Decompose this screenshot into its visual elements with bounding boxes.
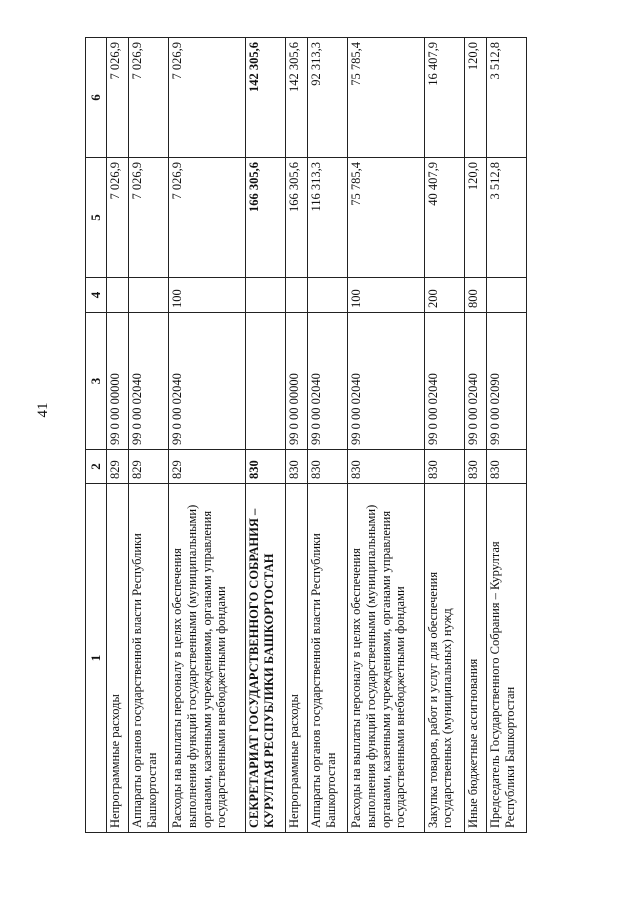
row-csr: 99 0 00 02040 (307, 313, 347, 450)
row-sum-col6: 120,0 (464, 38, 486, 158)
row-ved: 830 (307, 450, 347, 484)
row-sum-col6: 3 512,8 (486, 38, 526, 158)
row-csr: 99 0 00 02040 (348, 313, 425, 450)
row-csr: 99 0 00 02040 (424, 313, 464, 450)
table-row (486, 38, 526, 833)
row-name: Расходы на выплаты персоналу в целях обеспечения выполнения функций государственными (муниципальными) органами, казенными учреждениями, органами управления государственными внебюджетными фондами (169, 484, 246, 833)
table-row (169, 38, 246, 833)
row-sum-col5: 7 026,9 (107, 158, 129, 278)
row-ved: 830 (486, 450, 526, 484)
row-ved: 830 (285, 450, 307, 484)
row-name: Председатель Государственного Собрания – Курултая Республики Башкортостан (486, 484, 526, 833)
row-csr: 99 0 00 02090 (486, 313, 526, 450)
header-col-3: 3 (86, 313, 107, 450)
row-sum-col5: 75 785,4 (348, 158, 425, 278)
row-vr (486, 278, 526, 313)
header-col-2: 2 (86, 450, 107, 484)
page-number: 41 (35, 402, 51, 418)
row-ved: 829 (169, 450, 246, 484)
header-col-6: 6 (86, 38, 107, 158)
table-row (307, 38, 347, 833)
table-row (285, 38, 307, 833)
row-name: Непрограммные расходы (107, 484, 129, 833)
row-ved: 829 (128, 450, 168, 484)
row-ved: 830 (424, 450, 464, 484)
row-name: Расходы на выплаты персоналу в целях обеспечения выполнения функций государственными (муниципальными) органами, казенными учреждениями, органами управления государственными внебюджетными фондами (348, 484, 425, 833)
row-csr: 99 0 00 02040 (169, 313, 246, 450)
row-name: Иные бюджетные ассигнования (464, 484, 486, 833)
table-row (348, 38, 425, 833)
row-sum-col6: 142 305,6 (245, 38, 285, 158)
row-ved: 830 (464, 450, 486, 484)
header-col-4: 4 (86, 278, 107, 313)
row-vr (128, 278, 168, 313)
header-col-1: 1 (86, 484, 107, 833)
row-sum-col5: 7 026,9 (169, 158, 246, 278)
rotated-table-container (85, 38, 527, 833)
row-sum-col6: 7 026,9 (169, 38, 246, 158)
row-sum-col5: 3 512,8 (486, 158, 526, 278)
row-csr: 99 0 00 00000 (285, 313, 307, 450)
table-row (128, 38, 168, 833)
row-sum-col6: 142 305,6 (285, 38, 307, 158)
row-name: Непрограммные расходы (285, 484, 307, 833)
row-sum-col5: 120,0 (464, 158, 486, 278)
row-sum-col6: 16 407,9 (424, 38, 464, 158)
header-col-5: 5 (86, 158, 107, 278)
table-header-row (86, 38, 107, 833)
table-row-section-heading (245, 38, 285, 833)
row-csr (245, 313, 285, 450)
table-row (107, 38, 129, 833)
row-sum-col5: 166 305,6 (285, 158, 307, 278)
row-sum-col6: 7 026,9 (128, 38, 168, 158)
table-row (424, 38, 464, 833)
row-name: Аппараты органов государственной власти Республики Башкортостан (307, 484, 347, 833)
row-csr: 99 0 00 02040 (128, 313, 168, 450)
row-sum-col6: 7 026,9 (107, 38, 129, 158)
row-vr: 100 (169, 278, 246, 313)
row-vr (107, 278, 129, 313)
row-sum-col5: 7 026,9 (128, 158, 168, 278)
row-sum-col5: 116 313,3 (307, 158, 347, 278)
row-vr: 200 (424, 278, 464, 313)
row-vr: 800 (464, 278, 486, 313)
row-csr: 99 0 00 02040 (464, 313, 486, 450)
row-name: Аппараты органов государственной власти Республики Башкортостан (128, 484, 168, 833)
row-ved: 830 (348, 450, 425, 484)
row-vr (285, 278, 307, 313)
row-csr: 99 0 00 00000 (107, 313, 129, 450)
row-sum-col5: 166 305,6 (245, 158, 285, 278)
budget-table (85, 37, 527, 833)
row-sum-col5: 40 407,9 (424, 158, 464, 278)
row-name: СЕКРЕТАРИАТ ГОСУДАРСТВЕННОГО СОБРАНИЯ – КУРУЛТАЯ РЕСПУБЛИКИ БАШКОРТОСТАН (245, 484, 285, 833)
row-vr: 100 (348, 278, 425, 313)
row-name: Закупка товаров, работ и услуг для обеспечения государственных (муниципальных) нужд (424, 484, 464, 833)
row-ved: 829 (107, 450, 129, 484)
table-row (464, 38, 486, 833)
row-sum-col6: 75 785,4 (348, 38, 425, 158)
row-sum-col6: 92 313,3 (307, 38, 347, 158)
row-vr (245, 278, 285, 313)
row-vr (307, 278, 347, 313)
row-ved: 830 (245, 450, 285, 484)
